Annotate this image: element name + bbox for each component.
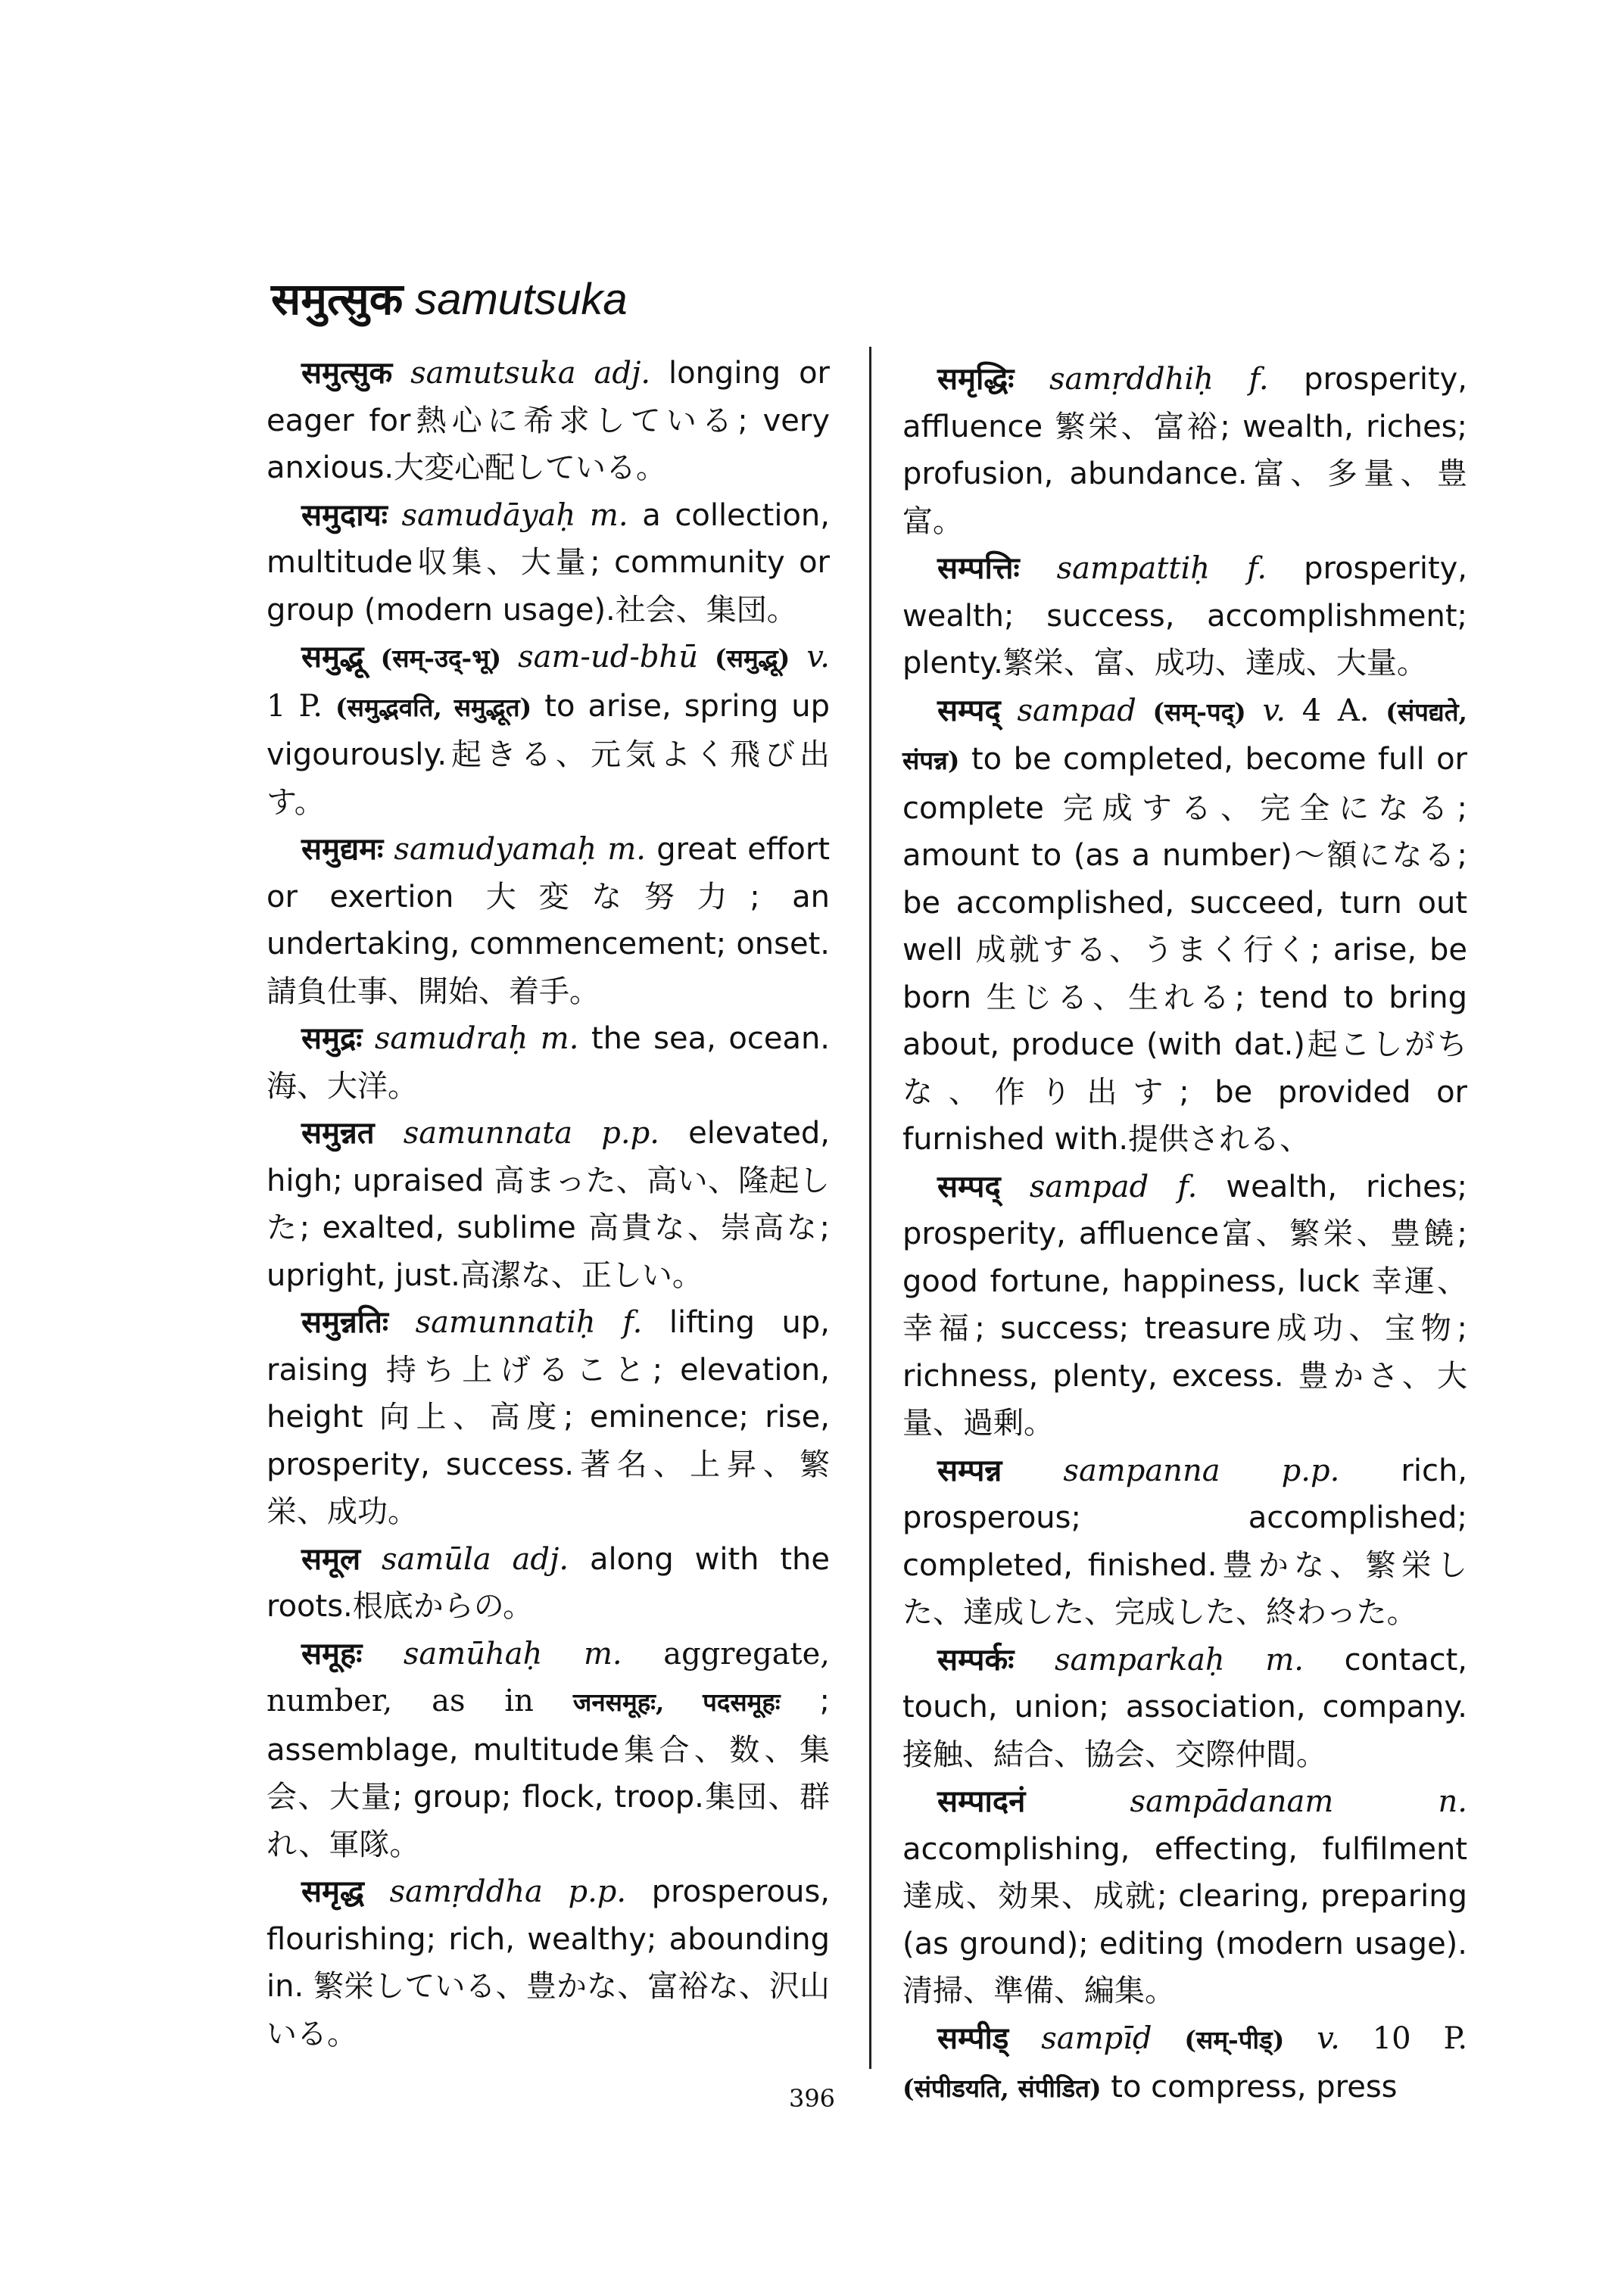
entry-transliteration: samunnatiḥ	[415, 1305, 596, 1340]
column-divider	[869, 347, 871, 2069]
left-column	[267, 350, 830, 2058]
entry-grammar: f.	[1248, 362, 1269, 397]
entry-etymology: (सम्-उद्-भू)	[380, 643, 502, 673]
entry-headword: समुदायः	[301, 497, 388, 533]
entry-transliteration: sampad	[1017, 693, 1136, 728]
entry-definition: to compress, press	[1111, 2070, 1398, 2105]
entry-transliteration: samunnata	[403, 1116, 573, 1151]
running-head-transliteration: samutsuka	[415, 275, 628, 324]
entry-headword: समृद्धिः	[937, 361, 1015, 397]
entry-transliteration: sampattiḥ	[1056, 551, 1211, 586]
running-head	[271, 273, 628, 326]
entry-transliteration: samparkaḥ	[1054, 1642, 1225, 1678]
dictionary-entry	[267, 1299, 830, 1536]
dictionary-entry	[902, 1164, 1467, 1447]
dictionary-entry	[902, 545, 1467, 687]
entry-transliteration: samutsuka	[410, 356, 576, 391]
entry-inflection: (संपद्यते, संपन्न)	[902, 696, 1467, 775]
entry-definition: the sea, ocean.海、大洋。	[267, 1021, 831, 1104]
dictionary-entry	[902, 1447, 1467, 1637]
entry-grammar: m.	[583, 1636, 622, 1671]
entry-headword: सम्पन्न	[937, 1452, 1002, 1488]
entry-definition: prosperous, flourishing; rich, wealthy; abounding in. 繁栄している、豊かな、富裕な、沢山いる。	[267, 1874, 830, 2052]
dictionary-entry	[267, 1536, 830, 1631]
entry-transliteration: sam-ud-bhū	[518, 640, 698, 675]
entry-transliteration: samṛddhiḥ	[1049, 362, 1214, 397]
entry-headword: सम्पद्	[937, 1168, 1001, 1204]
dictionary-entry	[267, 826, 830, 1015]
entry-headword: समुन्नतिः	[301, 1304, 388, 1340]
entry-headword: समुद्रः	[301, 1020, 363, 1056]
entry-grammar: f.	[1177, 1169, 1198, 1204]
entry-etymology: (समुद्भू)	[715, 643, 790, 673]
dictionary-entry	[267, 1631, 830, 1869]
entry-grammar: m.	[1265, 1642, 1304, 1678]
entry-transliteration: samūhaḥ	[403, 1636, 543, 1671]
entry-headword: सम्पादनं	[937, 1784, 1026, 1819]
entry-inflection: (समुद्भवति, समुद्भूत)	[335, 692, 532, 722]
entry-grammar: v.	[1317, 2020, 1340, 2056]
entry-etymology: (सम्-पद्)	[1152, 696, 1246, 727]
entry-grammar: adj.	[594, 356, 651, 391]
entry-headword: समुद्भू	[301, 639, 364, 675]
entry-inflection: (संपीडयति, संपीडित)	[902, 2073, 1102, 2103]
entry-transliteration: samṛddha	[389, 1874, 543, 1909]
entry-transliteration: sampīḍ	[1041, 2020, 1152, 2056]
entry-definition-prefix: 4 A.	[1301, 693, 1370, 728]
dictionary-entry	[267, 350, 830, 492]
entry-grammar: adj.	[512, 1541, 569, 1577]
dictionary-entry	[267, 1110, 830, 1299]
entry-definition: great effort or exertion 大変な努力; an undertaking, commencement; onset.請負仕事、開始、着手。	[267, 832, 831, 1009]
entry-definition: prosperity, affluence 繁栄、富裕; wealth, riches; profusion, abundance.富、多量、豊富。	[902, 362, 1468, 539]
entry-definition: wealth, riches; prosperity, affluence富、繁栄、豊饒; good fortune, happiness, luck 幸運、幸福; success; treasure成功、宝物; richness, plenty, excess. 豊かさ、大量、過剰。	[902, 1169, 1468, 1441]
entry-definition: to arise, spring up vigourously.起きる、元気よく飛び出す。	[267, 688, 831, 820]
entry-definition-prefix: aggregate, number, as in	[267, 1636, 831, 1718]
entry-transliteration: sampādanam	[1130, 1784, 1334, 1819]
dictionary-entry	[267, 1868, 830, 2058]
entry-headword: समुन्नत	[301, 1115, 375, 1151]
entry-definition: rich, prosperous; accomplished; completed, finished.豊かな、繁栄した、達成した、完成した、終わった。	[902, 1453, 1468, 1630]
entry-transliteration: sampanna	[1063, 1453, 1220, 1488]
entry-headword: समूल	[301, 1541, 361, 1577]
entry-definition: elevated, high; upraised 高まった、高い、隆起した; exalted, sublime 高貴な、崇高な; upright, just.高潔な、正しい。	[267, 1116, 830, 1293]
entry-headword: सम्पत्तिः	[937, 550, 1020, 586]
entry-definition: contact, touch, union; association, company.接触、結合、協会、交際仲間。	[902, 1642, 1467, 1772]
entry-definition-prefix: 1 P.	[267, 688, 323, 724]
entry-definition-prefix: 10 P.	[1372, 2020, 1468, 2056]
entry-grammar: m.	[607, 832, 646, 867]
entry-inflection: जनसमूहः, पदसमूहः	[572, 1687, 781, 1717]
entry-grammar: v.	[806, 640, 830, 675]
entry-grammar: n.	[1438, 1784, 1467, 1819]
dictionary-entry	[267, 492, 830, 634]
page-number: 396	[788, 2084, 836, 2113]
dictionary-entry	[902, 1637, 1467, 1779]
dictionary-entry	[902, 1778, 1467, 2015]
entry-transliteration: samūla	[381, 1541, 491, 1577]
entry-grammar: m.	[540, 1021, 579, 1056]
entry-definition: along with the roots.根底からの。	[267, 1541, 831, 1624]
entry-headword: सम्पर्कः	[937, 1641, 1015, 1678]
right-column	[902, 356, 1467, 2113]
entry-etymology: (सम्-पीड्)	[1184, 2024, 1285, 2055]
entry-headword: सम्पद्	[937, 692, 1001, 728]
dictionary-entry	[267, 634, 830, 826]
entry-grammar: f.	[622, 1305, 643, 1340]
entry-grammar: p.p.	[568, 1874, 627, 1909]
entry-headword: समुद्यमः	[301, 831, 384, 867]
dictionary-entry	[902, 687, 1467, 1164]
dictionary-entry	[267, 1015, 830, 1110]
entry-transliteration: sampad	[1029, 1169, 1149, 1204]
entry-transliteration: samudyamaḥ	[394, 832, 597, 867]
entry-definition: ; assemblage, multitude集合、数、集会、大量; group; flock, troop.集団、群れ、軍隊。	[267, 1684, 830, 1862]
entry-definition: accomplishing, effecting, fulfilment達成、効果、成就; clearing, preparing (as ground); editing (modern usage).清掃、準備、編集。	[902, 1831, 1467, 2008]
running-head-devanagari: समुत्सुक	[271, 273, 404, 325]
entry-transliteration: samudraḥ	[374, 1021, 528, 1056]
entry-headword: समृद्ध	[301, 1874, 364, 1909]
entry-grammar: p.p.	[1281, 1453, 1340, 1488]
entry-grammar: p.p.	[601, 1116, 659, 1151]
dictionary-entry	[902, 356, 1467, 545]
entry-definition: lifting up, raising 持ち上げること; elevation, height 向上、高度; eminence; rise, prosperity, success.著名、上昇、繁栄、成功。	[267, 1305, 831, 1529]
entry-transliteration: samudāyaḥ	[401, 497, 576, 533]
entry-definition: a collection, multitude収集、大量; community or group (modern usage).社会、集団。	[267, 497, 830, 628]
entry-grammar: m.	[589, 497, 628, 533]
entry-definition: longing or eager for熱心に希求している; very anxious.大変心配している。	[267, 356, 830, 485]
entry-headword: सम्पीड्	[937, 2020, 1009, 2056]
entry-grammar: f.	[1247, 551, 1267, 586]
entry-definition: prosperity, wealth; success, accomplishment; plenty.繁栄、富、成功、達成、大量。	[902, 551, 1468, 681]
entry-grammar: v.	[1262, 693, 1286, 728]
entry-headword: समूहः	[301, 1635, 363, 1671]
entry-definition: to be completed, become full or complete 完成する、完全になる; amount to (as a number)〜額になる; be accomplished, succeed, turn out well 成就する、うまく行く; arise, be born 生じる、生れる; tend to bring about, produce (with dat.)起こしがちな、作り出す; be provided or furnished with.提供される、	[902, 742, 1467, 1157]
entry-headword: समुत्सुक	[301, 355, 393, 391]
